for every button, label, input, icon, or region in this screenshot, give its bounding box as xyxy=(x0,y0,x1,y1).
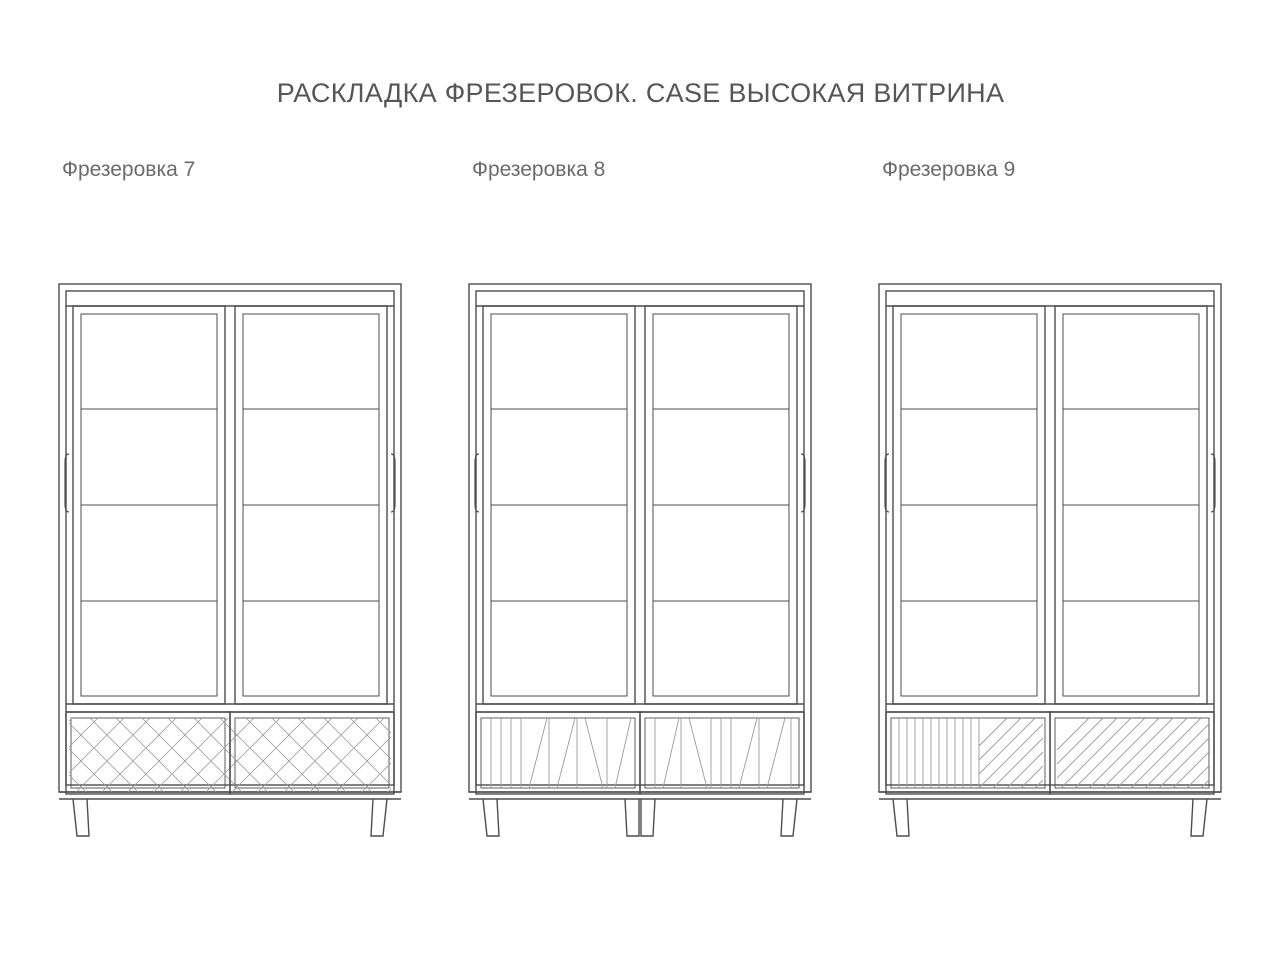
variant-2-label: Фрезеровка 8 xyxy=(472,158,606,181)
variant-2-drawing xyxy=(465,280,845,840)
variant-1-drawing xyxy=(55,280,435,840)
variant-3-drawing xyxy=(875,280,1255,840)
variant-1 xyxy=(55,150,465,890)
variants-container xyxy=(0,150,1281,890)
variant-3 xyxy=(875,150,1281,890)
variant-2 xyxy=(465,150,875,890)
page-title: РАСКЛАДКА ФРЕЗЕРОВОК. CASE ВЫСОКАЯ ВИТРИНА xyxy=(276,78,1005,108)
variant-3-label: Фрезеровка 9 xyxy=(882,158,1016,181)
variant-1-label: Фрезеровка 7 xyxy=(62,158,196,181)
